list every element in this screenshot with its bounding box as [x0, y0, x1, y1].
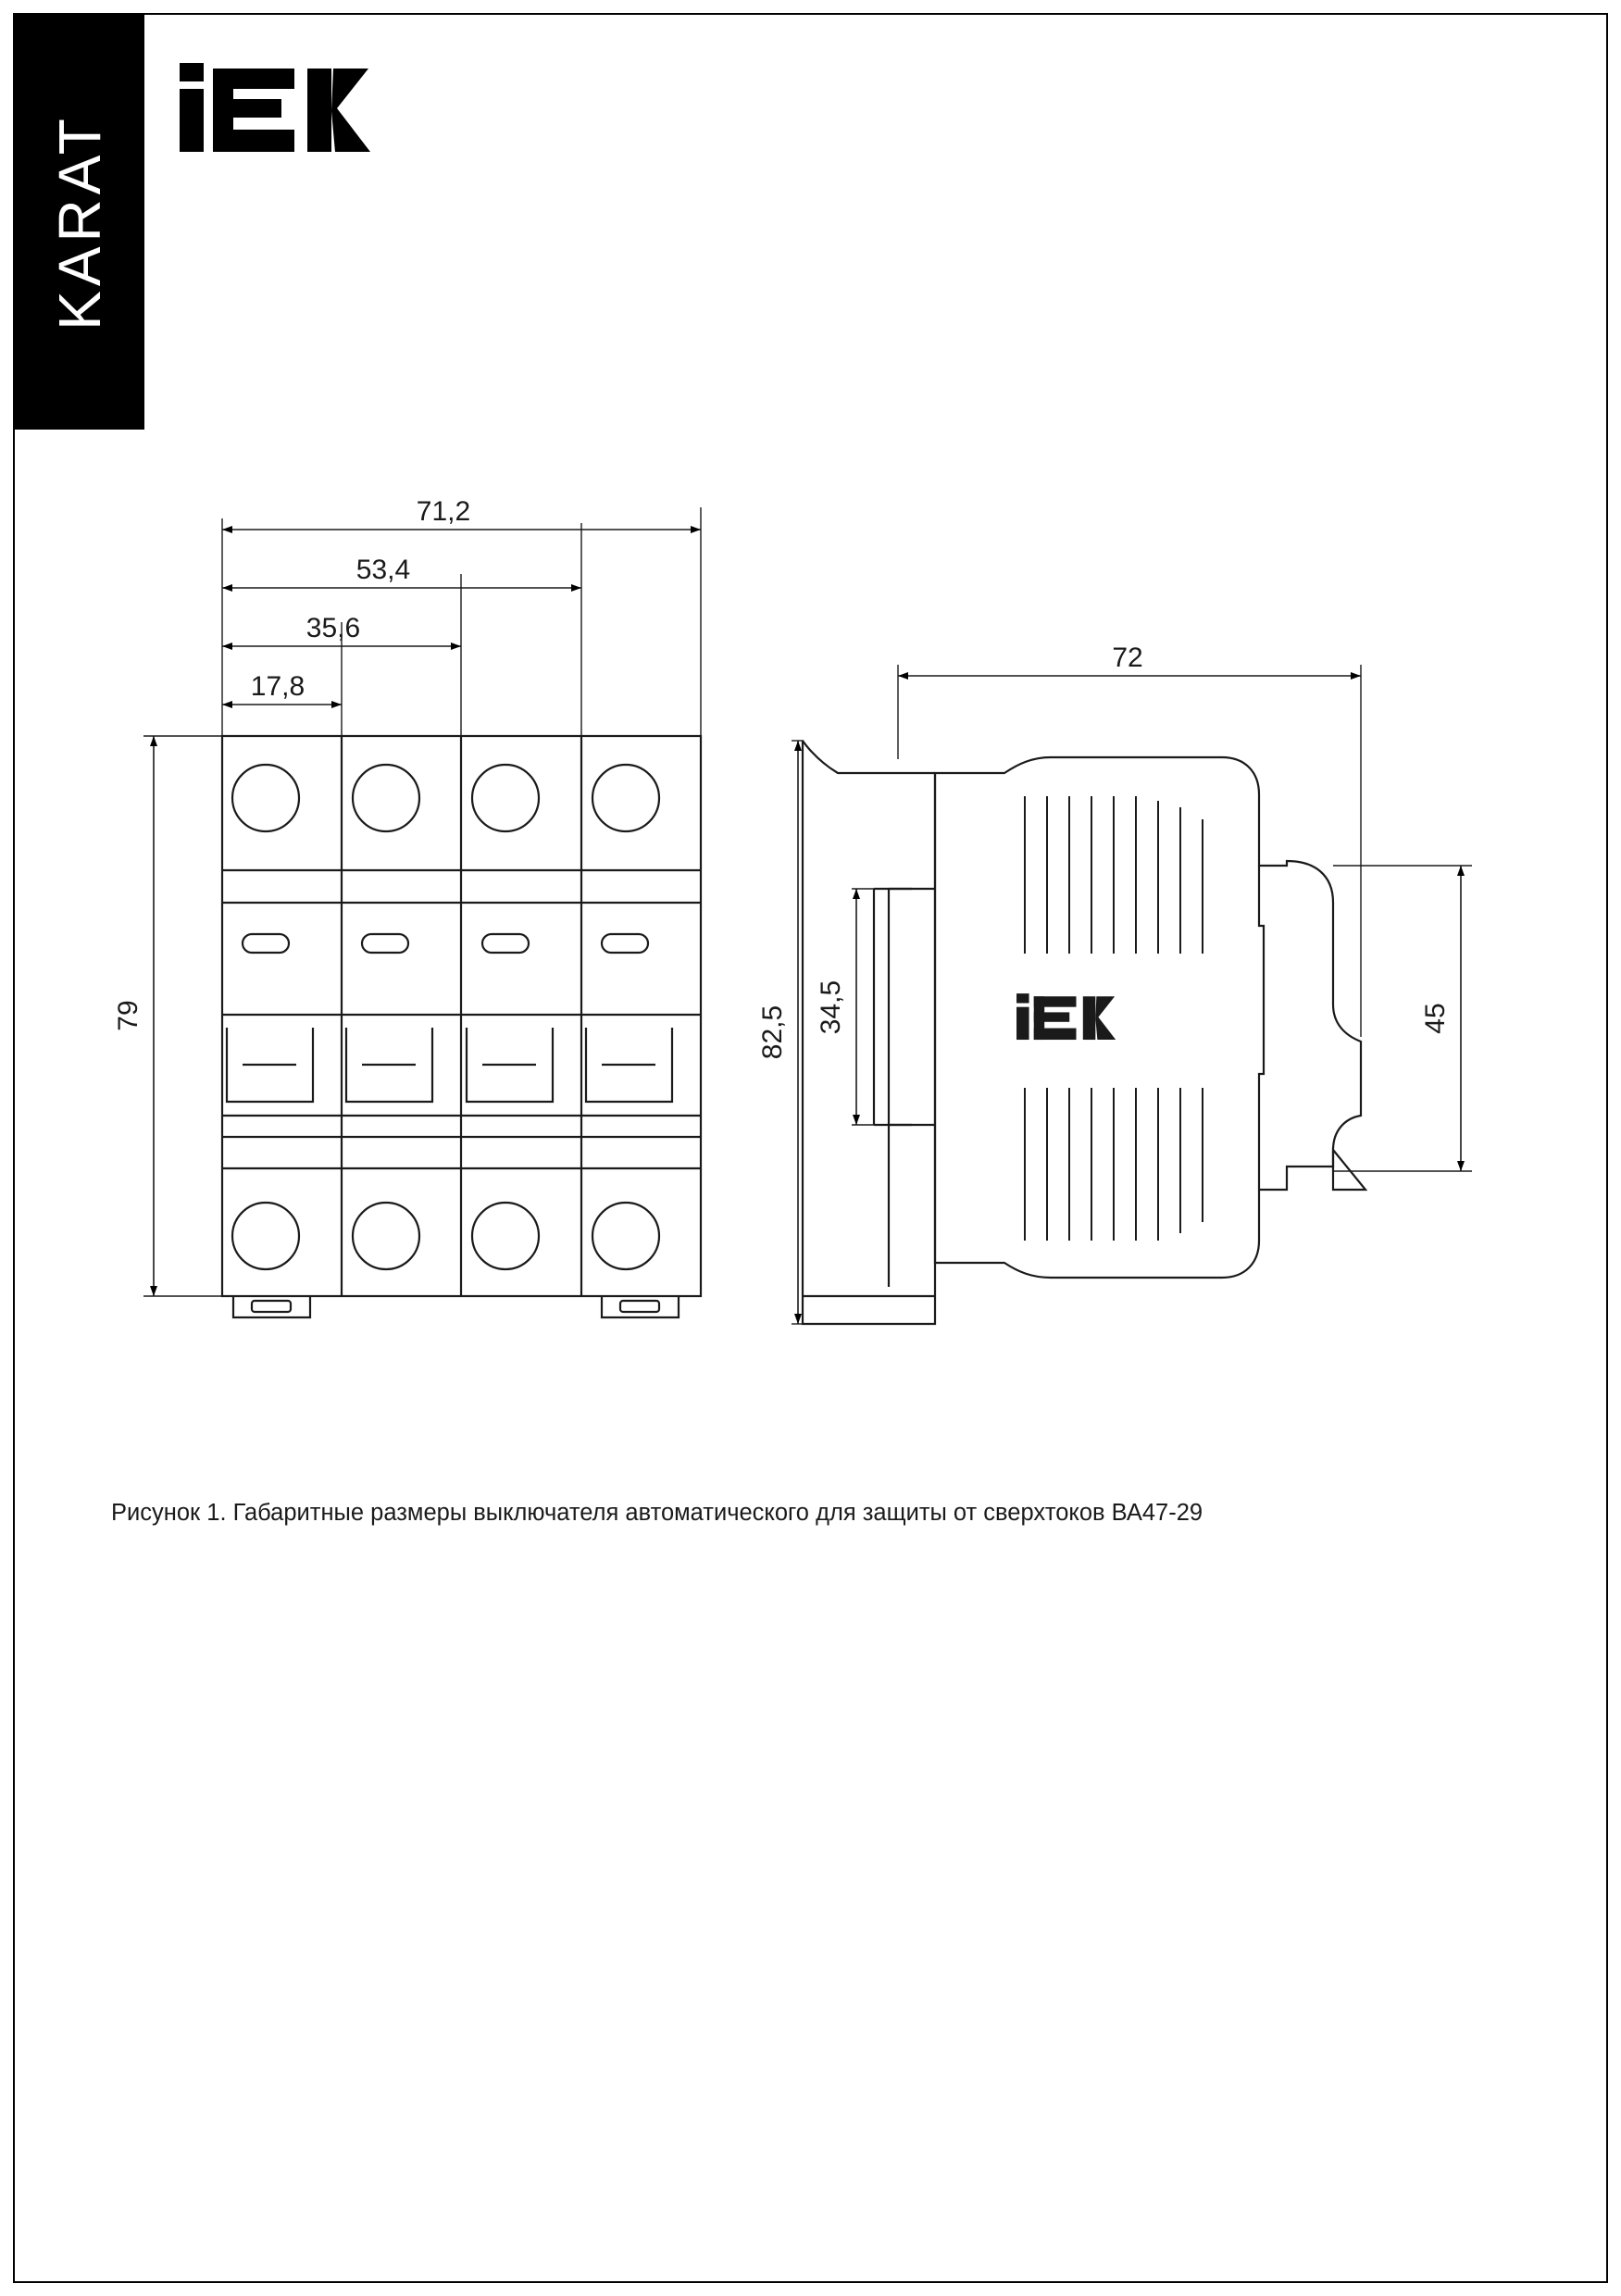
brand-tab-label: KARAT	[46, 114, 113, 331]
page-border	[13, 13, 1608, 2283]
dim-label-34-5: 34,5	[816, 980, 846, 1035]
iek-logo	[178, 57, 372, 159]
dim-label-35-6: 35,6	[305, 613, 361, 643]
dim-label-53-4: 53,4	[355, 555, 411, 585]
dim-label-72: 72	[1112, 643, 1143, 673]
brand-tab	[15, 15, 144, 430]
dim-label-71-2: 71,2	[416, 496, 471, 527]
dim-label-17-8: 17,8	[250, 671, 305, 702]
dim-label-79: 79	[113, 1000, 143, 1031]
dim-label-82-5: 82,5	[757, 1004, 788, 1060]
figure-caption: Рисунок 1. Габаритные размеры выключателя автоматического для защиты от сверхтоков ВА47-29	[111, 1500, 1203, 1526]
dim-label-45: 45	[1420, 1003, 1451, 1034]
